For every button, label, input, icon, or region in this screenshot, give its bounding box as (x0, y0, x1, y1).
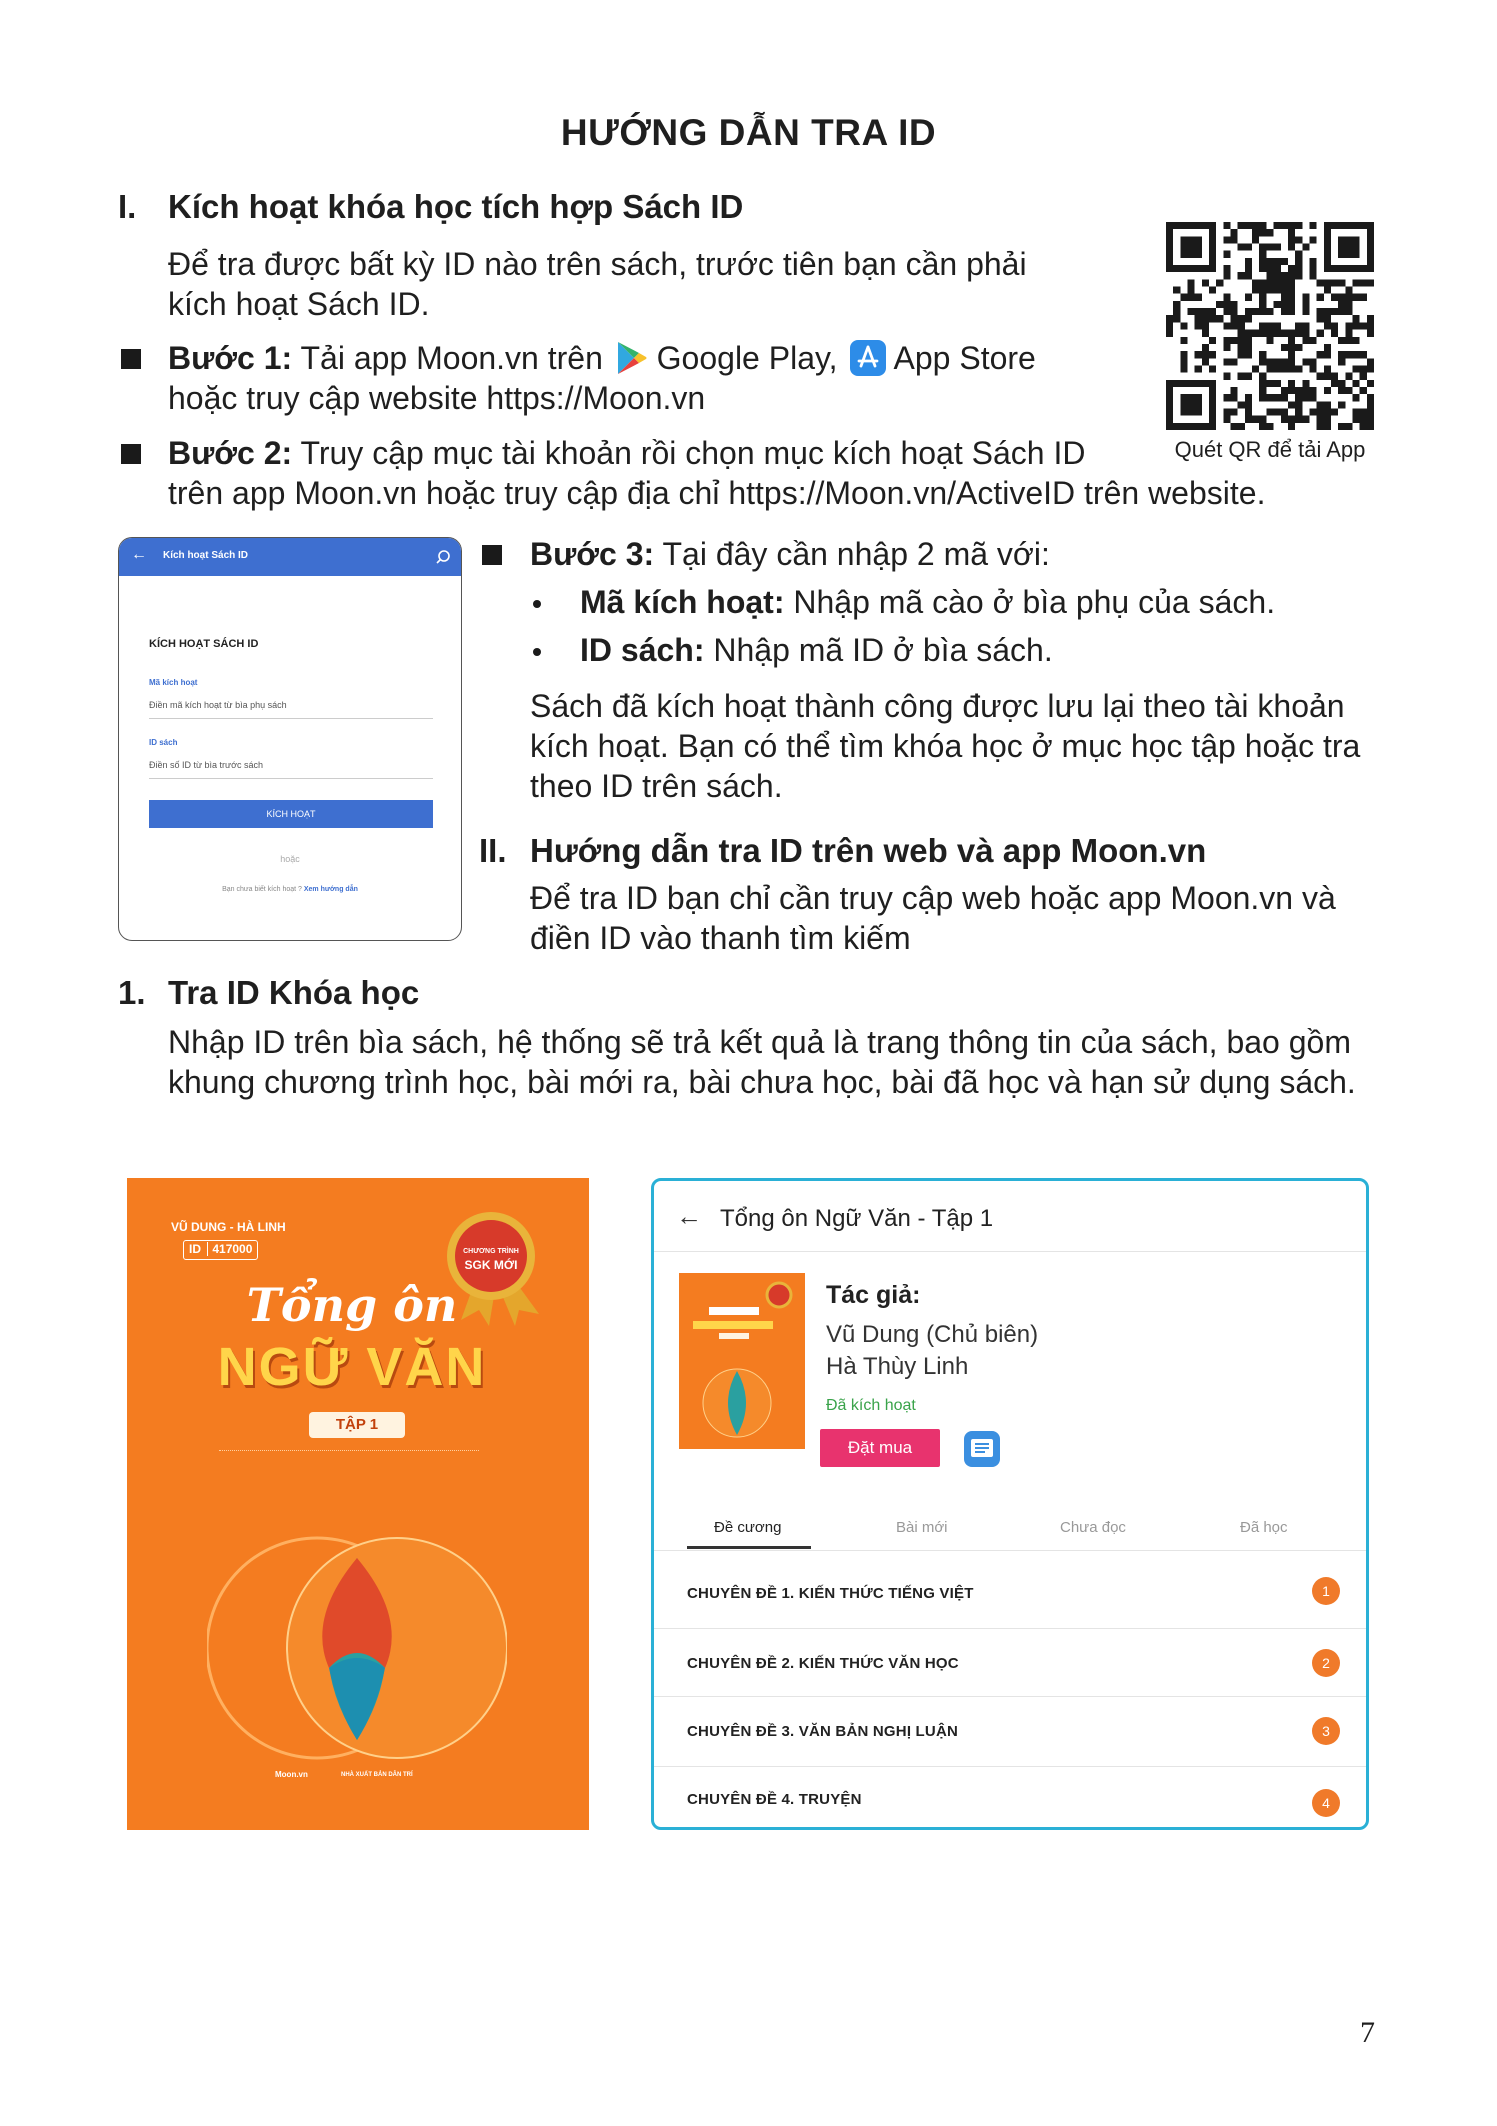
section-3-para-2: khung chương trình học, bài mới ra, bài chưa học, bài đã học và hạn sử dụng sách. (168, 1064, 1356, 1100)
seal-line-2: SGK MỚI (464, 1258, 518, 1272)
cover-id-value: 417000 (207, 1242, 252, 1256)
app-store-label: App Store (893, 340, 1036, 376)
step-2-label: Bước 2: (168, 435, 293, 471)
tab-learned[interactable]: Đã học (1240, 1519, 1288, 1536)
chapter-label: CHUYÊN ĐỀ 4. TRUYỆN (687, 1791, 862, 1808)
divider (149, 718, 433, 719)
table-row[interactable] (654, 1766, 1366, 1830)
step-2-line-1 (168, 433, 1085, 474)
author-2: Hà Thùy Linh (826, 1353, 969, 1380)
or-text: hoặc (280, 854, 300, 864)
step-2-line-2: trên app Moon.vn hoặc truy cập địa chỉ https://Moon.vn/ActiveID trên website. (168, 475, 1266, 511)
bullet-square (121, 444, 141, 464)
bullet-1-text: Nhập mã cào ở bìa phụ của sách. (793, 584, 1276, 620)
tab-outline[interactable]: Đề cương (714, 1519, 782, 1536)
chapter-badge: 2 (1312, 1649, 1340, 1677)
bullet-2-text: Nhập mã ID ở bìa sách. (713, 632, 1053, 668)
author-label: Tác giả: (826, 1281, 921, 1309)
qr-caption: Quét QR để tải App (1174, 437, 1366, 462)
help-text: Bạn chưa biết kích hoạt ? (222, 886, 302, 893)
bullet-square (121, 349, 141, 369)
activation-screenshot (118, 537, 462, 941)
step-3-para-2: kích hoạt. Bạn có thể tìm khóa học ở mục học tập hoặc tra (530, 728, 1361, 764)
divider (149, 778, 433, 779)
google-play-label: Google Play, (656, 340, 838, 376)
card-header-title: Tổng ôn Ngữ Văn - Tập 1 (720, 1205, 994, 1232)
step-3-line (530, 534, 1050, 575)
bullet-dot (533, 648, 541, 656)
field-2-label: ID sách (149, 738, 178, 747)
step-1-text: Tải app Moon.vn trên (300, 340, 603, 376)
table-row[interactable] (654, 1628, 1366, 1696)
back-arrow-icon[interactable]: ← (131, 546, 147, 563)
section-2-title: Hướng dẫn tra ID trên web và app Moon.vn (530, 832, 1207, 869)
chapter-label: CHUYÊN ĐỀ 2. KIẾN THỨC VĂN HỌC (687, 1655, 959, 1672)
step-3-label: Bước 3: (530, 536, 655, 572)
app-bar (119, 538, 461, 576)
buy-button[interactable]: Đặt mua (820, 1429, 940, 1467)
step-3-para-3: theo ID trên sách. (530, 768, 783, 804)
book-id-input[interactable]: Điền số ID từ bìa trước sách (149, 760, 263, 770)
book-cover (127, 1178, 589, 1830)
chapter-badge: 4 (1312, 1789, 1340, 1817)
seal-line-1: CHƯƠNG TRÌNH (463, 1248, 519, 1255)
section-1-title: Kích hoạt khóa học tích hợp Sách ID (168, 188, 744, 225)
step-3-bullet-1 (580, 582, 1275, 623)
status-badge: Đã kích hoạt (826, 1397, 916, 1414)
step-3-bullet-2 (580, 630, 1053, 671)
chapter-label: CHUYÊN ĐỀ 1. KIẾN THỨC TIẾNG VIỆT (687, 1585, 974, 1602)
chat-icon[interactable] (962, 1429, 1002, 1469)
cover-id-label: ID (189, 1242, 201, 1256)
form-heading: KÍCH HOẠT SÁCH ID (149, 638, 259, 650)
section-1-number: I. (118, 188, 137, 225)
author-1: Vũ Dung (Chủ biên) (826, 1321, 1039, 1348)
step-1-line-2: hoặc truy cập website https://Moon.vn (168, 380, 706, 416)
back-arrow-icon[interactable]: ← (676, 1201, 702, 1231)
tab-unread[interactable]: Chưa đọc (1060, 1519, 1126, 1536)
tab-new[interactable]: Bài mới (896, 1519, 948, 1536)
table-row[interactable] (654, 1550, 1366, 1628)
cover-volume: TẬP 1 (309, 1412, 405, 1438)
active-tab-indicator (687, 1546, 811, 1549)
section-2-para-1: Để tra ID bạn chỉ cần truy cập web hoặc app Moon.vn và (530, 880, 1336, 916)
step-1-label: Bước 1: (168, 340, 293, 376)
chapter-label: CHUYÊN ĐỀ 3. VĂN BẢN NGHỊ LUẬN (687, 1723, 959, 1740)
chapter-badge: 3 (1312, 1717, 1340, 1745)
cover-publisher-2: NHÀ XUẤT BẢN DÂN TRÍ (341, 1772, 413, 1778)
field-1-label: Mã kích hoạt (149, 678, 198, 687)
section-3-title: Tra ID Khóa học (168, 974, 420, 1011)
cover-title-2: NGỮ VĂN (217, 1337, 487, 1397)
step-3-para-1: Sách đã kích hoạt thành công được lưu lại theo tài khoản (530, 688, 1345, 724)
activate-button[interactable]: KÍCH HOẠT (149, 800, 433, 828)
google-play-icon (616, 341, 648, 375)
section-2-number: II. (479, 832, 507, 869)
book-thumbnail[interactable] (679, 1273, 805, 1449)
section-3-number: 1. (118, 974, 146, 1011)
cover-publisher-1: Moon.vn (275, 1770, 308, 1779)
app-store-icon (850, 340, 886, 376)
bullet-dot (533, 600, 541, 608)
section-1-intro-2: kích hoạt Sách ID. (168, 286, 430, 322)
page-title: HƯỚNG DẪN TRA ID (560, 112, 937, 153)
app-bar-title: Kích hoạt Sách ID (163, 550, 249, 561)
bullet-1-label: Mã kích hoạt: (580, 584, 785, 620)
step-2-text: Truy cập mục tài khoản rồi chọn mục kích hoạt Sách ID (300, 435, 1086, 471)
help-link[interactable]: Xem hướng dẫn (303, 886, 358, 893)
section-2-para-2: điền ID vào thanh tìm kiếm (530, 920, 911, 956)
chapter-badge: 1 (1312, 1577, 1340, 1605)
bullet-2-label: ID sách: (580, 632, 705, 668)
cover-authors: VŨ DUNG - HÀ LINH (171, 1220, 286, 1234)
cover-illustration (207, 1518, 507, 1788)
search-icon[interactable] (435, 549, 451, 565)
page-number: 7 (1360, 2016, 1375, 2049)
cover-bullets (219, 1450, 479, 1510)
divider (654, 1251, 1366, 1252)
qr-code (1166, 222, 1374, 430)
section-1-intro-1: Để tra được bất kỳ ID nào trên sách, trước tiên bạn cần phải (168, 246, 1027, 282)
cover-id-box (183, 1240, 258, 1260)
activation-code-input[interactable]: Điền mã kích hoạt từ bìa phụ sách (149, 700, 287, 710)
help-line (119, 886, 461, 893)
table-row[interactable] (654, 1696, 1366, 1766)
bullet-square (482, 545, 502, 565)
book-detail-screenshot (651, 1178, 1369, 1830)
cover-title-1: Tổng ôn (246, 1278, 458, 1332)
step-3-text: Tại đây cần nhập 2 mã với: (662, 536, 1050, 572)
step-1-line-1 (168, 338, 1036, 379)
section-3-para-1: Nhập ID trên bìa sách, hệ thống sẽ trả kết quả là trang thông tin của sách, bao gồm (168, 1024, 1351, 1060)
